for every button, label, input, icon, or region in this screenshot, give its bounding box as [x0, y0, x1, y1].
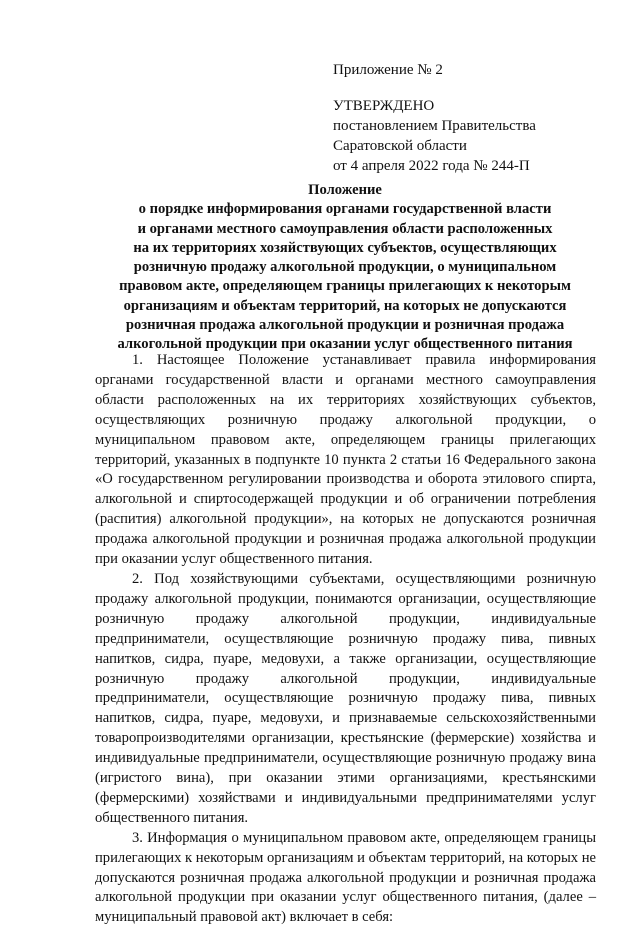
title-line: розничная продажа алкогольной продукции и розничная продажа	[125, 317, 565, 334]
document-body	[95, 351, 596, 928]
approval-line-2: Саратовской области	[333, 138, 467, 154]
title-line: розничную продажу алкогольной продукции, о муниципальном	[133, 259, 557, 276]
approval-block	[333, 60, 613, 176]
title-line: правовом акте, определяющем границы прилегающих к некоторым	[119, 278, 571, 295]
approval-line-3: от 4 апреля 2022 года № 244-П	[333, 158, 530, 174]
appendix-label: Приложение № 2	[333, 62, 443, 78]
title-line: и органами местного самоуправления области расположенных	[137, 220, 553, 237]
title-line: о порядке информирования органами государственной власти	[138, 201, 552, 218]
title-line: на их территориях хозяйствующих субъектов, осуществляющих	[133, 239, 557, 256]
approved-stamp: УТВЕРЖДЕНО	[333, 98, 435, 114]
paragraph-2: 2. Под хозяйствующими субъектами, осуществляющими розничную продажу алкогольной продукции, понимаются организации, осуществляющие розничную продажу алкогольной продукции, индивидуальные предприниматели, осуществляющие розничную продажу пива, пивных напитков, сидра, пуаре, медовухи, а также организации, осуществляющие розничную продажу алкогольной продукции, индивидуальные предприниматели, осуществляющие розничную продажу пива, пивных напитков, сидра, пуаре, медовухи, и признаваемые сельскохозяйственными товаропроизводителями организации, крестьянские (фермерские) хозяйства и индивидуальные предприниматели, осуществляющие розничную продажу вина (игристого вина), при оказании этими организациями, крестьянскими (фермерскими) хозяйствами и индивидуальными предпринимателями услуг общественного питания.	[95, 570, 596, 826]
approval-line-1: постановлением Правительства	[333, 118, 536, 134]
paragraph-1: 1. Настоящее Положение устанавливает правила информирования органами государственной власти и органами местного самоуправления области расположенных на их территориях хозяйствующих субъектов, осуществляющих розничную продажу алкогольной продукции, о муниципальном правовом акте, определяющем границы прилегающих территорий, указанных в подпункте 10 пункта 2 статьи 16 Федерального закона «О государственном регулировании производства и оборота этилового спирта, алкогольной и спиртосодержащей продукции и об ограничении потребления (распития) алкогольной продукции», на которых не допускаются розничная продажа алкогольной продукции и розничная продажа алкогольной продукции при оказании услуг общественного питания.	[95, 352, 596, 568]
title-line: организациям и объектам территорий, на которых не допускаются	[123, 297, 567, 314]
document-title	[95, 181, 595, 355]
paragraph-3: 3. Информация о муниципальном правовом акте, определяющем границы прилегающих к некоторым организациям и объектам территорий, на которых не допускаются розничная продажа алкогольной продукции и розничная продажа алкогольной продукции при оказании услуг общественного питания, (далее – муниципальный правовой акт) включает в себя:	[95, 829, 596, 926]
title-heading: Положение	[308, 182, 382, 198]
title-line: алкогольной продукции при оказании услуг общественного питания	[117, 336, 573, 353]
